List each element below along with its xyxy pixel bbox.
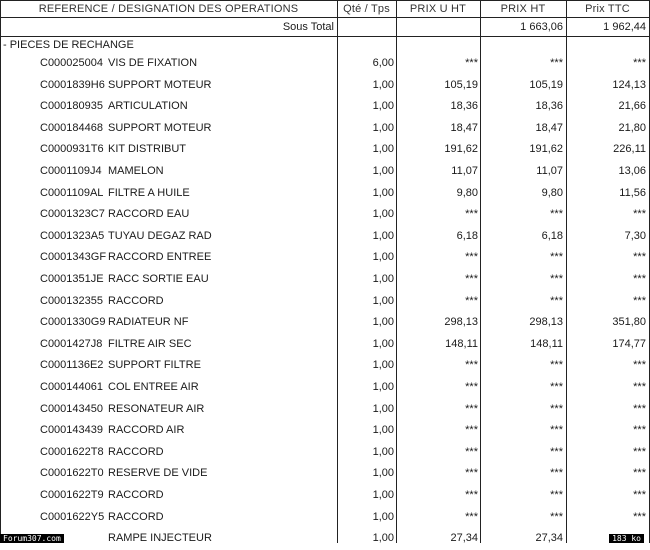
item-quantity: 1,00 [372,359,394,372]
table-row [0,334,650,356]
item-quantity: 1,00 [372,316,394,329]
item-price-ttc: *** [633,359,646,372]
item-unit-price: *** [465,208,478,221]
table-row [0,312,650,334]
item-price-ht: *** [550,467,563,480]
header-price-ht: PRIX HT [500,3,546,15]
item-description: RAMPE INJECTEUR [108,532,212,545]
item-quantity: 1,00 [372,489,394,501]
item-price-ht: 9,80 [541,186,563,199]
table-row [0,355,650,377]
item-quantity: 1,00 [372,510,394,523]
item-unit-price: *** [465,251,478,264]
table-row [0,204,650,226]
item-unit-price: 298,13 [444,316,478,329]
item-unit-price: *** [465,57,478,69]
item-unit-price: *** [465,445,478,458]
item-description: RACCORD [108,294,164,307]
item-description: RACCORD ENTREE [108,251,212,264]
item-quantity: 1,00 [372,78,394,91]
item-price-ht: 18,36 [535,100,563,113]
item-price-ttc: *** [633,294,646,307]
item-reference: C000184468 [40,121,104,134]
item-description: RACC SORTIE EAU [108,273,209,285]
item-price-ttc: *** [633,208,646,221]
item-unit-price: *** [465,273,478,285]
item-unit-price: *** [465,402,478,415]
item-unit-price: 148,11 [445,337,478,350]
table-row [0,291,650,313]
item-price-ht: *** [550,251,563,264]
item-price-ttc: *** [633,273,646,285]
table-row [0,269,650,291]
item-price-ttc: 226,11 [613,143,646,156]
subtotal-ttc: 1 962,44 [603,21,646,33]
item-reference: C0001839H6 [40,78,105,91]
item-quantity: 1,00 [372,251,394,264]
item-description: SUPPORT MOTEUR [108,78,212,91]
item-price-ht: 18,47 [535,121,563,134]
item-price-ttc: 11,56 [619,186,646,199]
item-reference: C0001622T8 [40,445,104,458]
item-description: FILTRE AIR SEC [108,337,192,350]
table-border-top [0,0,650,1]
item-unit-price: *** [465,381,478,393]
item-quantity: 1,00 [372,445,394,458]
item-price-ttc: 21,66 [618,100,646,113]
item-price-ttc: *** [633,510,646,523]
header-qty: Qté / Tps [343,3,390,15]
item-quantity: 1,00 [372,532,394,545]
item-price-ht: *** [550,510,563,523]
table-row [0,96,650,118]
item-price-ttc: *** [633,402,646,415]
table-row [0,183,650,205]
item-price-ttc: *** [633,381,646,393]
table-row [0,139,650,161]
item-description: RACCORD AIR [108,424,185,437]
header-reference: REFERENCE / DESIGNATION DES OPERATIONS [38,3,299,15]
table-row [0,528,650,550]
item-quantity: 1,00 [372,186,394,199]
subtotal-ht: 1 663,06 [520,21,563,33]
table-row [0,247,650,269]
subtotal-divider [0,36,650,37]
footer-size: 183 ko [609,534,644,543]
item-reference: C000180935 [40,100,104,113]
item-reference: C0001330G9 [40,316,106,329]
item-price-ht: *** [550,359,563,372]
table-row [0,53,650,75]
item-price-ht: *** [550,208,563,221]
item-price-ht: *** [550,381,563,393]
header-unit-price: PRIX U HT [409,3,467,15]
item-quantity: 6,00 [372,57,394,69]
item-quantity: 1,00 [372,424,394,437]
item-price-ht: 105,19 [529,78,563,91]
item-unit-price: 27,34 [450,532,478,545]
item-reference: C0001323C7 [40,208,105,221]
item-price-ttc: 13,06 [618,165,646,177]
item-description: RESERVE DE VIDE [108,467,208,480]
item-reference: C0001109J4 [40,165,102,177]
table-row [0,463,650,485]
item-description: FILTRE A HUILE [108,186,190,199]
item-quantity: 1,00 [372,402,394,415]
item-unit-price: 18,36 [450,100,478,113]
item-price-ht: 11,07 [536,165,563,177]
item-price-ht: 191,62 [529,143,563,156]
item-quantity: 1,00 [372,229,394,242]
item-reference: C0001427J8 [40,337,103,350]
item-unit-price: 6,18 [456,229,478,242]
item-price-ttc: 21,80 [618,121,646,134]
item-quantity: 1,00 [372,100,394,113]
footer-source: Forum307.com [0,534,64,543]
item-reference: C0001622T0 [40,467,104,480]
item-price-ttc: 7,30 [624,229,646,242]
item-price-ttc: *** [633,467,646,480]
item-reference: C000143439 [40,424,104,437]
table-row [0,161,650,183]
item-description: SUPPORT FILTRE [108,359,201,372]
item-reference: C000025004 [40,57,104,69]
item-unit-price: *** [465,467,478,480]
item-price-ht: *** [550,402,563,415]
table-row [0,485,650,507]
item-unit-price: *** [465,489,478,501]
item-reference: C000144061 [40,381,104,393]
section-title: - PIECES DE RECHANGE [3,39,134,51]
item-price-ht: *** [550,489,563,501]
item-description: TUYAU DEGAZ RAD [108,229,212,242]
item-unit-price: 11,07 [451,165,478,177]
item-price-ht: *** [550,294,563,307]
item-reference: C0001622Y5 [40,510,105,523]
item-unit-price: *** [465,510,478,523]
item-description: MAMELON [108,165,164,177]
item-price-ht: 6,18 [541,229,563,242]
table-row [0,442,650,464]
item-reference: C0000931T6 [40,143,104,156]
item-reference: C0001109AL [40,186,104,199]
table-row [0,377,650,399]
item-description: ARTICULATION [108,100,188,113]
item-price-ttc: *** [633,251,646,264]
item-description: COL ENTREE AIR [108,381,199,393]
table-row [0,420,650,442]
item-price-ht: *** [550,424,563,437]
item-unit-price: *** [465,359,478,372]
header-divider [0,17,650,18]
item-reference: C0001343GF [40,251,107,264]
item-description: RACCORD EAU [108,208,190,221]
item-reference: C0001351JE [40,273,104,285]
header-price-ttc: Prix TTC [585,3,630,15]
table-row [0,399,650,421]
item-reference: C0001136E2 [40,359,104,372]
item-quantity: 1,00 [372,467,394,480]
item-price-ht: *** [550,273,563,285]
item-price-ttc: *** [633,489,646,501]
item-price-ht: *** [550,445,563,458]
item-description: SUPPORT MOTEUR [108,121,212,134]
item-price-ttc: *** [633,57,646,69]
item-reference: C000143450 [40,402,104,415]
item-description: RACCORD [108,445,164,458]
item-price-ttc: 174,77 [612,337,646,350]
item-description: RACCORD [108,510,164,523]
table-row [0,75,650,97]
item-unit-price: 191,62 [444,143,478,156]
item-description: KIT DISTRIBUT [108,143,187,156]
subtotal-label: Sous Total [282,21,334,33]
item-price-ttc: 351,80 [612,316,646,329]
item-unit-price: 105,19 [444,78,478,91]
item-price-ttc: *** [633,445,646,458]
item-description: RADIATEUR NF [108,316,189,329]
item-reference: C0001622T9 [40,489,104,501]
item-quantity: 1,00 [372,165,394,177]
item-price-ttc: *** [633,424,646,437]
item-price-ht: 27,34 [535,532,563,545]
item-quantity: 1,00 [372,208,394,221]
item-description: VIS DE FIXATION [108,57,198,69]
table-row [0,118,650,140]
item-quantity: 1,00 [372,294,394,307]
item-quantity: 1,00 [372,337,394,350]
item-quantity: 1,00 [372,121,394,134]
table-row [0,507,650,529]
item-price-ht: 298,13 [529,316,563,329]
item-reference: C0001323A5 [40,229,105,242]
item-description: RESONATEUR AIR [108,402,205,415]
item-reference: C000132355 [40,294,104,307]
item-unit-price: *** [465,424,478,437]
item-unit-price: 18,47 [450,121,478,134]
item-price-ht: *** [550,57,563,69]
table-row [0,226,650,248]
item-price-ht: 148,11 [530,337,563,350]
item-quantity: 1,00 [372,381,394,393]
item-unit-price: *** [465,294,478,307]
item-description: RACCORD [108,489,164,501]
item-quantity: 1,00 [372,273,394,285]
item-quantity: 1,00 [372,143,394,156]
item-unit-price: 9,80 [456,186,478,199]
item-price-ttc: 124,13 [612,78,646,91]
